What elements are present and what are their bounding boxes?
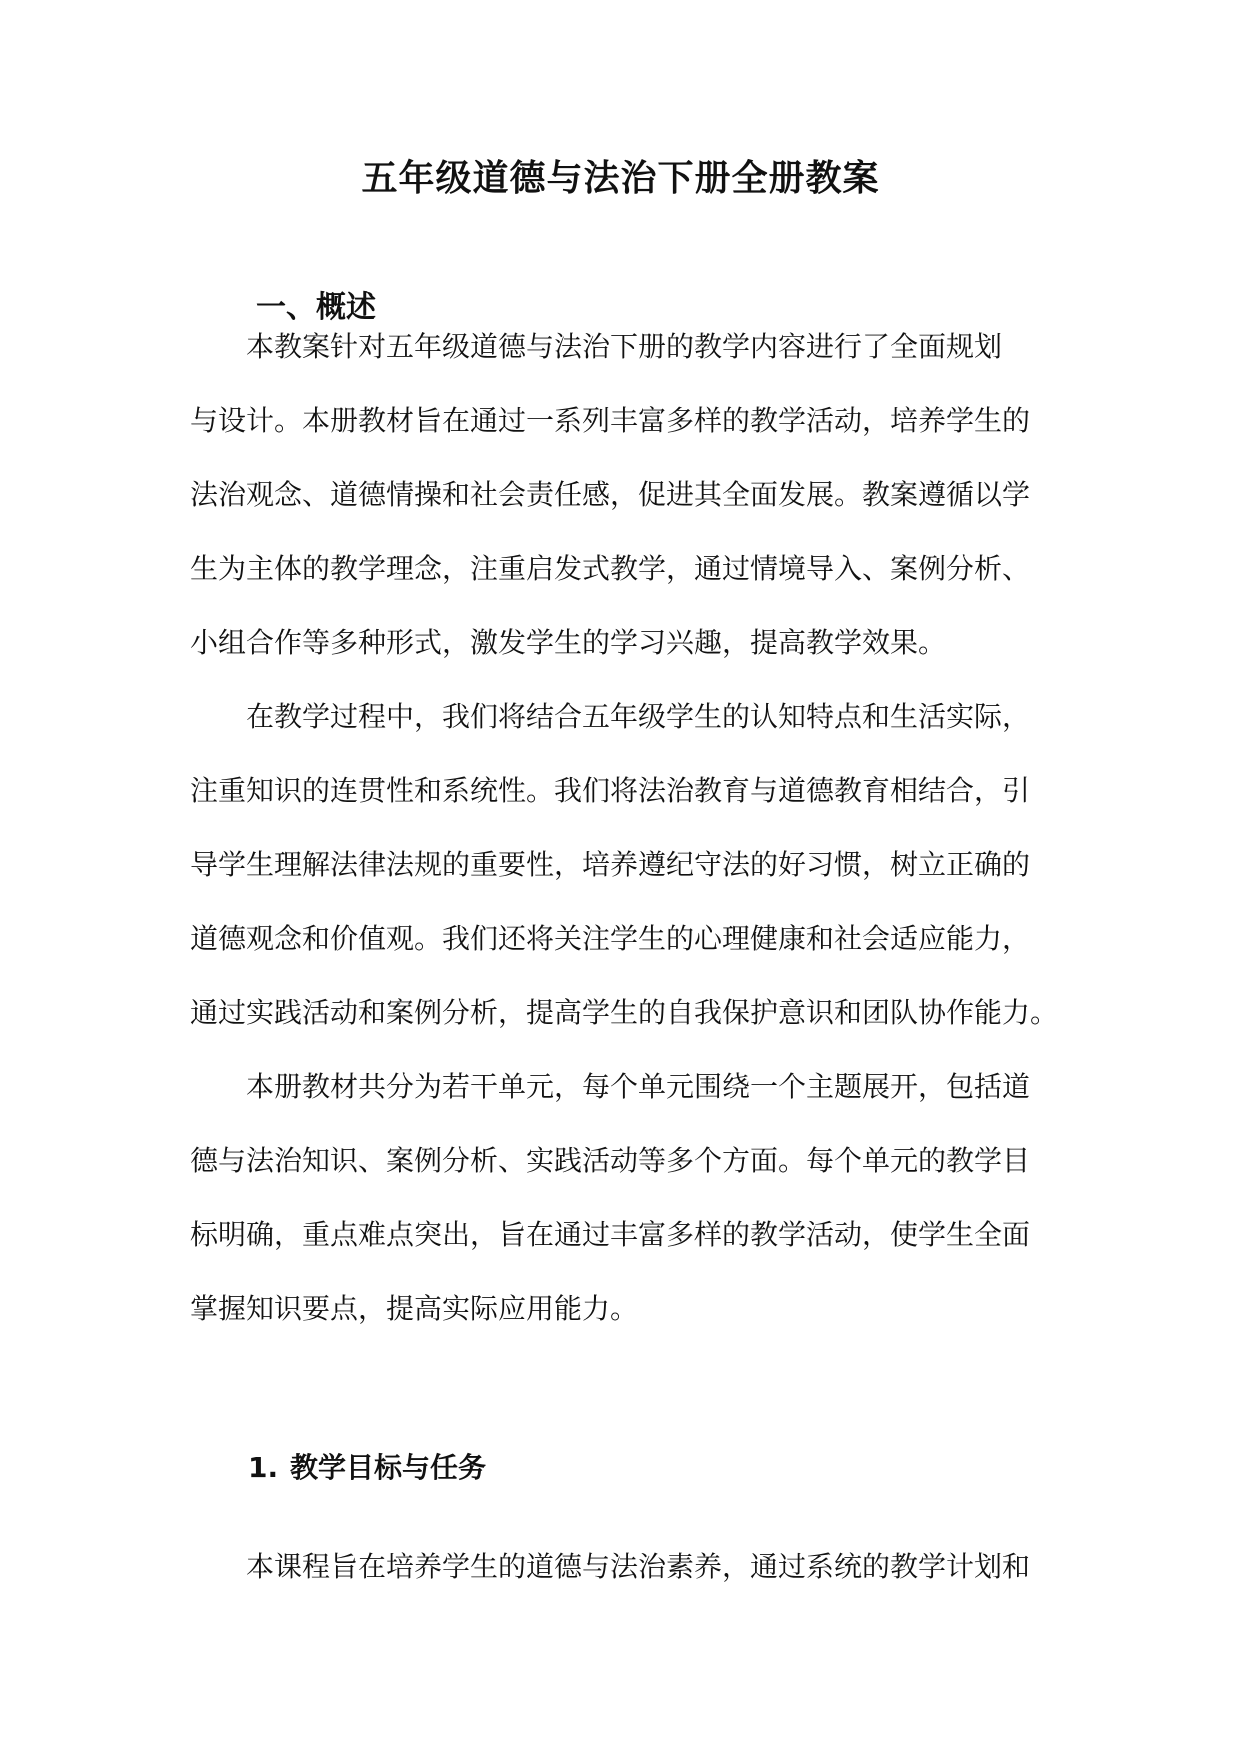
subsection-heading <box>248 1446 486 1486</box>
paragraph-line: 通过实践活动和案例分析，提高学生的自我保护意识和团队协作能力。 <box>190 996 1059 1029</box>
paragraph-line: 法治观念、道德情操和社会责任感，促进其全面发展。教案遵循以学 <box>190 478 1031 511</box>
paragraph-line: 生为主体的教学理念，注重启发式教学，通过情境导入、案例分析、 <box>190 552 1031 585</box>
paragraph-line: 本教案针对五年级道德与法治下册的教学内容进行了全面规划 <box>246 330 1003 363</box>
paragraph-line: 导学生理解法律法规的重要性，培养遵纪守法的好习惯，树立正确的 <box>190 848 1031 881</box>
paragraph-line: 本册教材共分为若干单元，每个单元围绕一个主题展开，包括道 <box>246 1070 1031 1103</box>
paragraph-2 <box>190 680 1070 1050</box>
paragraph-line: 小组合作等多种形式，激发学生的学习兴趣，提高教学效果。 <box>190 626 947 659</box>
paragraph-line: 德与法治知识、案例分析、实践活动等多个方面。每个单元的教学目 <box>190 1144 1031 1177</box>
paragraph-line: 与设计。本册教材旨在通过一系列丰富多样的教学活动，培养学生的 <box>190 404 1031 437</box>
paragraph-line: 标明确，重点难点突出，旨在通过丰富多样的教学活动，使学生全面 <box>190 1218 1031 1251</box>
subsection-number: 1. <box>248 1451 279 1484</box>
paragraph-line: 道德观念和价值观。我们还将关注学生的心理健康和社会适应能力， <box>190 922 1031 955</box>
section-heading-overview: 一、概述 <box>256 290 376 325</box>
subsection-paragraph-1 <box>190 1530 1070 1604</box>
paragraph-3 <box>190 1050 1070 1346</box>
document-title: 五年级道德与法治下册全册教案 <box>361 158 880 199</box>
paragraph-1 <box>190 310 1070 680</box>
subsection-title: 教学目标与任务 <box>290 1451 487 1484</box>
paragraph-line: 注重知识的连贯性和系统性。我们将法治教育与道德教育相结合，引 <box>190 774 1031 807</box>
paragraph-line: 本课程旨在培养学生的道德与法治素养，通过系统的教学计划和 <box>246 1550 1031 1583</box>
paragraph-line: 在教学过程中，我们将结合五年级学生的认知特点和生活实际， <box>246 700 1031 733</box>
paragraph-line: 掌握知识要点，提高实际应用能力。 <box>190 1292 639 1325</box>
